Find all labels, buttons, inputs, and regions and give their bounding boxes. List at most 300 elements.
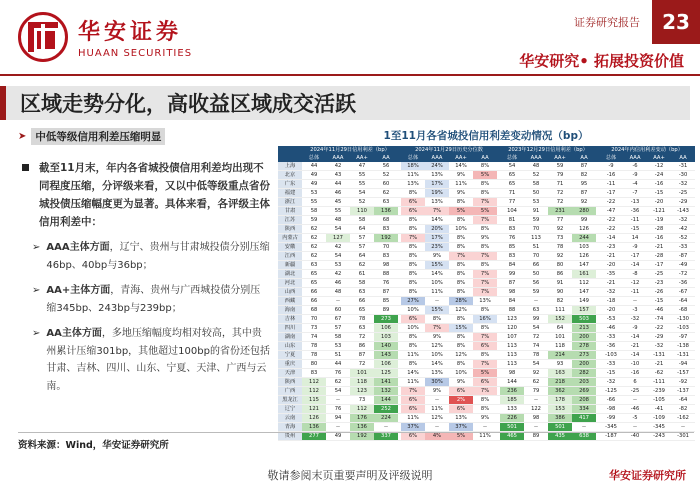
title-accent [0,86,6,120]
table-cell: -15 [623,225,647,234]
column-header: AA [572,154,596,162]
table-cell: 7% [473,270,497,279]
table-cell: 27% [401,297,425,306]
logo-english-name: HUAAN SECURITIES [78,48,193,59]
table-cell: 28% [449,297,473,306]
table-cell: -28 [647,225,671,234]
table-cell: -20 [599,261,623,270]
table-cell: 64 [350,252,374,261]
table-cell: -64 [671,297,695,306]
province-cell: 江西 [278,252,302,261]
table-cell: 11% [473,432,497,441]
table-cell: 77 [548,216,572,225]
table-cell: 54 [524,360,548,369]
table-cell: 64 [350,225,374,234]
table-cell: -- [524,396,548,405]
table-cell: -11 [623,216,647,225]
table-cell: 51 [524,243,548,252]
table-cell: -32 [623,315,647,324]
table-cell: 81 [500,216,524,225]
table-cell: 9% [473,234,497,243]
table-cell: 7% [401,387,425,396]
table-cell: -15 [647,297,671,306]
check-arrow-icon: ➢ [32,328,41,339]
province-cell: 云南 [278,414,302,423]
table-cell: -- [572,423,596,432]
table-cell: 203 [572,378,596,387]
credit-spread-table [278,146,695,441]
table-cell: -18 [599,297,623,306]
table-cell: -17 [623,252,647,261]
table-cell: 56 [524,279,548,288]
table-cell: 136 [302,423,326,432]
table-cell: 11% [425,405,449,414]
table-cell: 89 [374,306,398,315]
table-cell: 7% [473,216,497,225]
table-cell: -14 [623,333,647,342]
table-cell: 74 [302,333,326,342]
table-cell: -92 [671,378,695,387]
table-cell: -162 [671,414,695,423]
commentary-panel [18,128,270,395]
table-cell: 84 [500,297,524,306]
table-row [278,180,695,189]
table-cell: 99 [572,216,596,225]
table-cell: 113 [500,360,524,369]
province-cell: 江苏 [278,216,302,225]
table-cell: 8% [401,189,425,198]
table-cell: 120 [500,324,524,333]
bullet-item-body: ，多地压缩幅度均相对较高，其中贵州累计压缩301bp，其他超过100bp的省份还包括甘肃、吉林、四川、山东、宁夏、天津、广西与云南。 [46,328,270,392]
table-cell: 61 [350,270,374,279]
table-cell: 66 [350,297,374,306]
table-cell: -- [524,297,548,306]
table-cell: 16% [473,315,497,324]
table-cell: -21 [623,342,647,351]
table-cell: 6% [473,378,497,387]
table-cell: 125 [374,369,398,378]
table-cell: 78 [524,351,548,360]
column-header: AA+ [647,154,671,162]
table-cell: -131 [647,351,671,360]
table-cell: 63 [350,324,374,333]
province-cell: 内蒙古 [278,234,302,243]
table-row [278,171,695,180]
province-cell: 新疆 [278,261,302,270]
table-cell: 435 [548,432,572,441]
table-cell: 83 [302,369,326,378]
table-row [278,243,695,252]
column-header: AAA [623,154,647,162]
table-cell: 44 [326,180,350,189]
table-cell: 12% [449,351,473,360]
table-cell: -9 [623,324,647,333]
table-cell: 7% [473,279,497,288]
table-cell: 112 [302,387,326,396]
check-arrow-icon: ➢ [32,285,41,296]
table-cell: -14 [623,261,647,270]
table-cell: 62 [524,378,548,387]
header-slogan: 华安研究• 拓展投资价值 [519,52,684,70]
table-cell: -46 [623,405,647,414]
table-cell: -40 [623,432,647,441]
table-cell: 92 [548,225,572,234]
table-cell: 78 [548,243,572,252]
province-cell: 河北 [278,279,302,288]
table-cell: 163 [548,369,572,378]
table-cell: 8% [449,243,473,252]
table-cell: 5% [473,207,497,216]
table-cell: -16 [647,234,671,243]
table-cell: 42 [326,243,350,252]
table-cell: 176 [350,414,374,423]
table-cell: 83 [374,252,398,261]
table-cell: 6 [623,378,647,387]
table-cell: 101 [350,369,374,378]
table-cell: -15 [599,369,623,378]
table-cell: 4% [425,432,449,441]
table-cell: 49 [302,180,326,189]
table-cell: 106 [374,324,398,333]
table-cell: 7% [473,288,497,297]
table-cell: 82 [548,297,572,306]
table-cell: -22 [647,324,671,333]
table-cell: 7% [473,333,497,342]
table-cell: 70 [524,225,548,234]
table-cell: 136 [350,423,374,432]
table-cell: 277 [302,432,326,441]
table-cell: 13% [449,414,473,423]
table-row [278,342,695,351]
table-cell: 92 [548,252,572,261]
table-cell: 6% [401,396,425,405]
province-cell: 山西 [278,288,302,297]
table-cell: 213 [572,324,596,333]
table-cell: 8% [449,270,473,279]
table-cell: 192 [374,234,398,243]
table-cell: -- [623,396,647,405]
table-cell: 71 [500,189,524,198]
table-cell: -9 [623,171,647,180]
subheading [18,128,270,145]
table-cell: 8% [449,234,473,243]
column-header: AA+ [548,154,572,162]
table-cell: -345 [647,423,671,432]
table-cell: 218 [548,378,572,387]
table-cell: 70 [374,243,398,252]
table-cell: 18% [401,162,425,171]
summary-paragraph [18,159,270,231]
table-cell: -111 [647,378,671,387]
table-cell: 58 [350,216,374,225]
table-cell: 66 [302,297,326,306]
table-cell: 17% [425,180,449,189]
table-cell: 93 [548,360,572,369]
table-cell: -23 [599,243,623,252]
table-cell: 9% [473,414,497,423]
table-cell: 43 [326,171,350,180]
table-cell: 68 [302,306,326,315]
table-cell: 46 [326,279,350,288]
table-cell: 8% [401,279,425,288]
table-cell: 147 [572,261,596,270]
table-cell: 5% [473,171,497,180]
province-cell: 湖南 [278,333,302,342]
table-cell: 112 [350,405,374,414]
table-cell: 6% [401,405,425,414]
table-cell: 48 [326,288,350,297]
table-cell: 136 [374,207,398,216]
table-cell: -25 [623,387,647,396]
table-cell: -98 [599,405,623,414]
table-cell: 47 [350,162,374,171]
table-cell: -12 [623,279,647,288]
table-cell: -7 [623,189,647,198]
table-cell: 72 [548,198,572,207]
table-cell: 362 [548,387,572,396]
table-cell: 54 [326,225,350,234]
table-cell: 73 [548,234,572,243]
table-cell: 127 [326,234,350,243]
province-cell: 湖北 [278,270,302,279]
province-cell: 陕西 [278,225,302,234]
province-cell: 黑龙江 [278,396,302,405]
table-cell: -- [425,396,449,405]
table-cell: -33 [599,333,623,342]
table-cell: 13% [425,369,449,378]
table-cell: 78 [350,315,374,324]
table-cell: -138 [671,342,695,351]
table-cell: 8% [401,216,425,225]
column-group-header: 2023年12月29日信用利差（bp） [500,146,596,154]
table-cell: 60 [374,180,398,189]
table-cell: 140 [374,342,398,351]
table-cell: -105 [647,396,671,405]
table-cell: -67 [671,288,695,297]
table-cell: 14 [623,234,647,243]
table-cell: 64 [548,324,572,333]
table-cell: 63 [524,306,548,315]
table-cell: 66 [524,261,548,270]
table-cell: 141 [374,378,398,387]
table-cell: 14% [425,216,449,225]
table-cell: 90 [548,288,572,297]
table-cell: 244 [572,234,596,243]
table-cell: 98 [500,369,524,378]
table-cell: 8% [449,216,473,225]
table-cell: 67 [326,315,350,324]
table-cell: 12% [425,342,449,351]
table-cell: 65 [500,180,524,189]
table-cell: 14% [425,270,449,279]
table-cell: 8% [401,243,425,252]
table-cell: 107 [500,333,524,342]
check-arrow-icon: ➢ [32,242,41,253]
table-cell: 7% [473,252,497,261]
table-cell: 70 [524,252,548,261]
table-cell: 200 [572,360,596,369]
table-cell: 10% [425,279,449,288]
table-cell: 161 [572,270,596,279]
table-cell: -46 [647,306,671,315]
column-header: AA [473,154,497,162]
table-cell: 208 [572,396,596,405]
table-cell: 57 [350,243,374,252]
table-cell: -29 [671,198,695,207]
table-cell: 113 [500,342,524,351]
table-cell: 6% [449,405,473,414]
table-cell: 10% [425,351,449,360]
table-cell: 62 [350,261,374,270]
table-cell: 72 [350,360,374,369]
table-cell: 10% [449,369,473,378]
table-cell: 65 [302,279,326,288]
table-cell: 19% [425,189,449,198]
table-cell: -9 [623,243,647,252]
table-cell: 78 [302,342,326,351]
table-cell: -19 [647,216,671,225]
table-cell: -36 [623,207,647,216]
table-cell: 273 [572,351,596,360]
table-cell: 280 [572,207,596,216]
table-cell: 11% [401,351,425,360]
province-cell: 吉林 [278,315,302,324]
table-cell: 113 [500,351,524,360]
table-cell: 8% [449,288,473,297]
table-cell: -243 [647,432,671,441]
table-cell: 59 [524,216,548,225]
table-cell: -32 [647,342,671,351]
table-row [278,414,695,423]
footer-brand: 华安证券研究所 [609,469,686,482]
table-cell: 185 [500,396,524,405]
table-cell: -10 [623,360,647,369]
table-row [278,261,695,270]
logo-emblem-icon [18,12,68,62]
table-cell: 88 [500,306,524,315]
subheading-text: 中低等级信用利差压缩明显 [31,128,165,145]
province-cell: 北京 [278,171,302,180]
bullet-item-text [46,239,270,274]
province-cell: 广西 [278,387,302,396]
table-cell: 80 [302,360,326,369]
table-cell: 10% [401,324,425,333]
table-row [278,360,695,369]
table-cell: -239 [647,387,671,396]
table-cell: 8% [449,279,473,288]
table-cell: -12 [647,162,671,171]
province-cell: 辽宁 [278,405,302,414]
table-cell: 7% [449,252,473,261]
table-cell: 103 [572,243,596,252]
table-cell: 115 [302,396,326,405]
column-header: 总体 [599,154,623,162]
table-cell: -52 [671,234,695,243]
table-cell: 87 [572,162,596,171]
table-cell: -74 [647,315,671,324]
table-cell: 92 [524,369,548,378]
table-cell: -32 [599,378,623,387]
table-cell: 252 [374,405,398,414]
data-source: 资料来源：Wind，华安证券研究所 [18,440,169,451]
table-cell: 15% [449,324,473,333]
province-cell: 天津 [278,369,302,378]
table-cell: 99 [500,270,524,279]
table-cell: 214 [548,351,572,360]
table-cell: 78 [302,351,326,360]
table-cell: -26 [647,288,671,297]
table-cell: -16 [599,171,623,180]
table-cell: 98 [524,414,548,423]
table-cell: -- [671,423,695,432]
table-cell: 8% [473,396,497,405]
table-cell: -- [473,423,497,432]
table-cell: 123 [350,387,374,396]
table-cell: 45 [326,198,350,207]
table-cell: 85 [374,297,398,306]
table-row [278,288,695,297]
disclaimer-text: 敬请参阅末页重要声明及评级说明 [267,469,433,482]
table-cell: 8% [401,360,425,369]
table-cell: 149 [572,297,596,306]
table-cell: 152 [548,315,572,324]
table-cell: 147 [572,288,596,297]
table-cell: 59 [524,288,548,297]
table-cell: 54 [326,252,350,261]
table-cell: -125 [599,387,623,396]
table-cell: -20 [599,306,623,315]
table-cell: -20 [647,198,671,207]
table-cell: 226 [500,414,524,423]
table-cell: 92 [572,198,596,207]
table-cell: 20% [425,225,449,234]
table-cell: -16 [647,180,671,189]
table-cell: 98 [500,288,524,297]
table-row [278,369,695,378]
column-header: AAA [524,154,548,162]
table-cell: 62 [302,243,326,252]
table-cell: 94 [326,414,350,423]
table-cell: 76 [374,279,398,288]
table-cell: -13 [623,198,647,207]
table-row [278,279,695,288]
table-cell: -- [374,423,398,432]
page-title: 区域走势分化，高收益区域成交活跃 [20,91,356,116]
table-cell: 9% [449,189,473,198]
table-cell: 126 [572,225,596,234]
table-cell: 60 [326,306,350,315]
table-cell: 68 [374,216,398,225]
table-cell: 8% [401,261,425,270]
table-cell: -22 [599,225,623,234]
table-cell: 44 [326,360,350,369]
table-cell: 72 [350,333,374,342]
report-type-label: 证券研究报告 [574,16,640,29]
table-cell: 6% [473,342,497,351]
table-cell: 7% [473,198,497,207]
table-cell: 8% [473,261,497,270]
table-cell: -21 [599,279,623,288]
table-cell: 17% [425,234,449,243]
table-cell: -- [425,297,449,306]
table-cell: 224 [374,414,398,423]
table-cell: 71 [548,180,572,189]
table-cell: -94 [671,360,695,369]
table-row [278,207,695,216]
table-cell: 8% [449,315,473,324]
table-cell: -- [623,423,647,432]
table-cell: 101 [548,333,572,342]
